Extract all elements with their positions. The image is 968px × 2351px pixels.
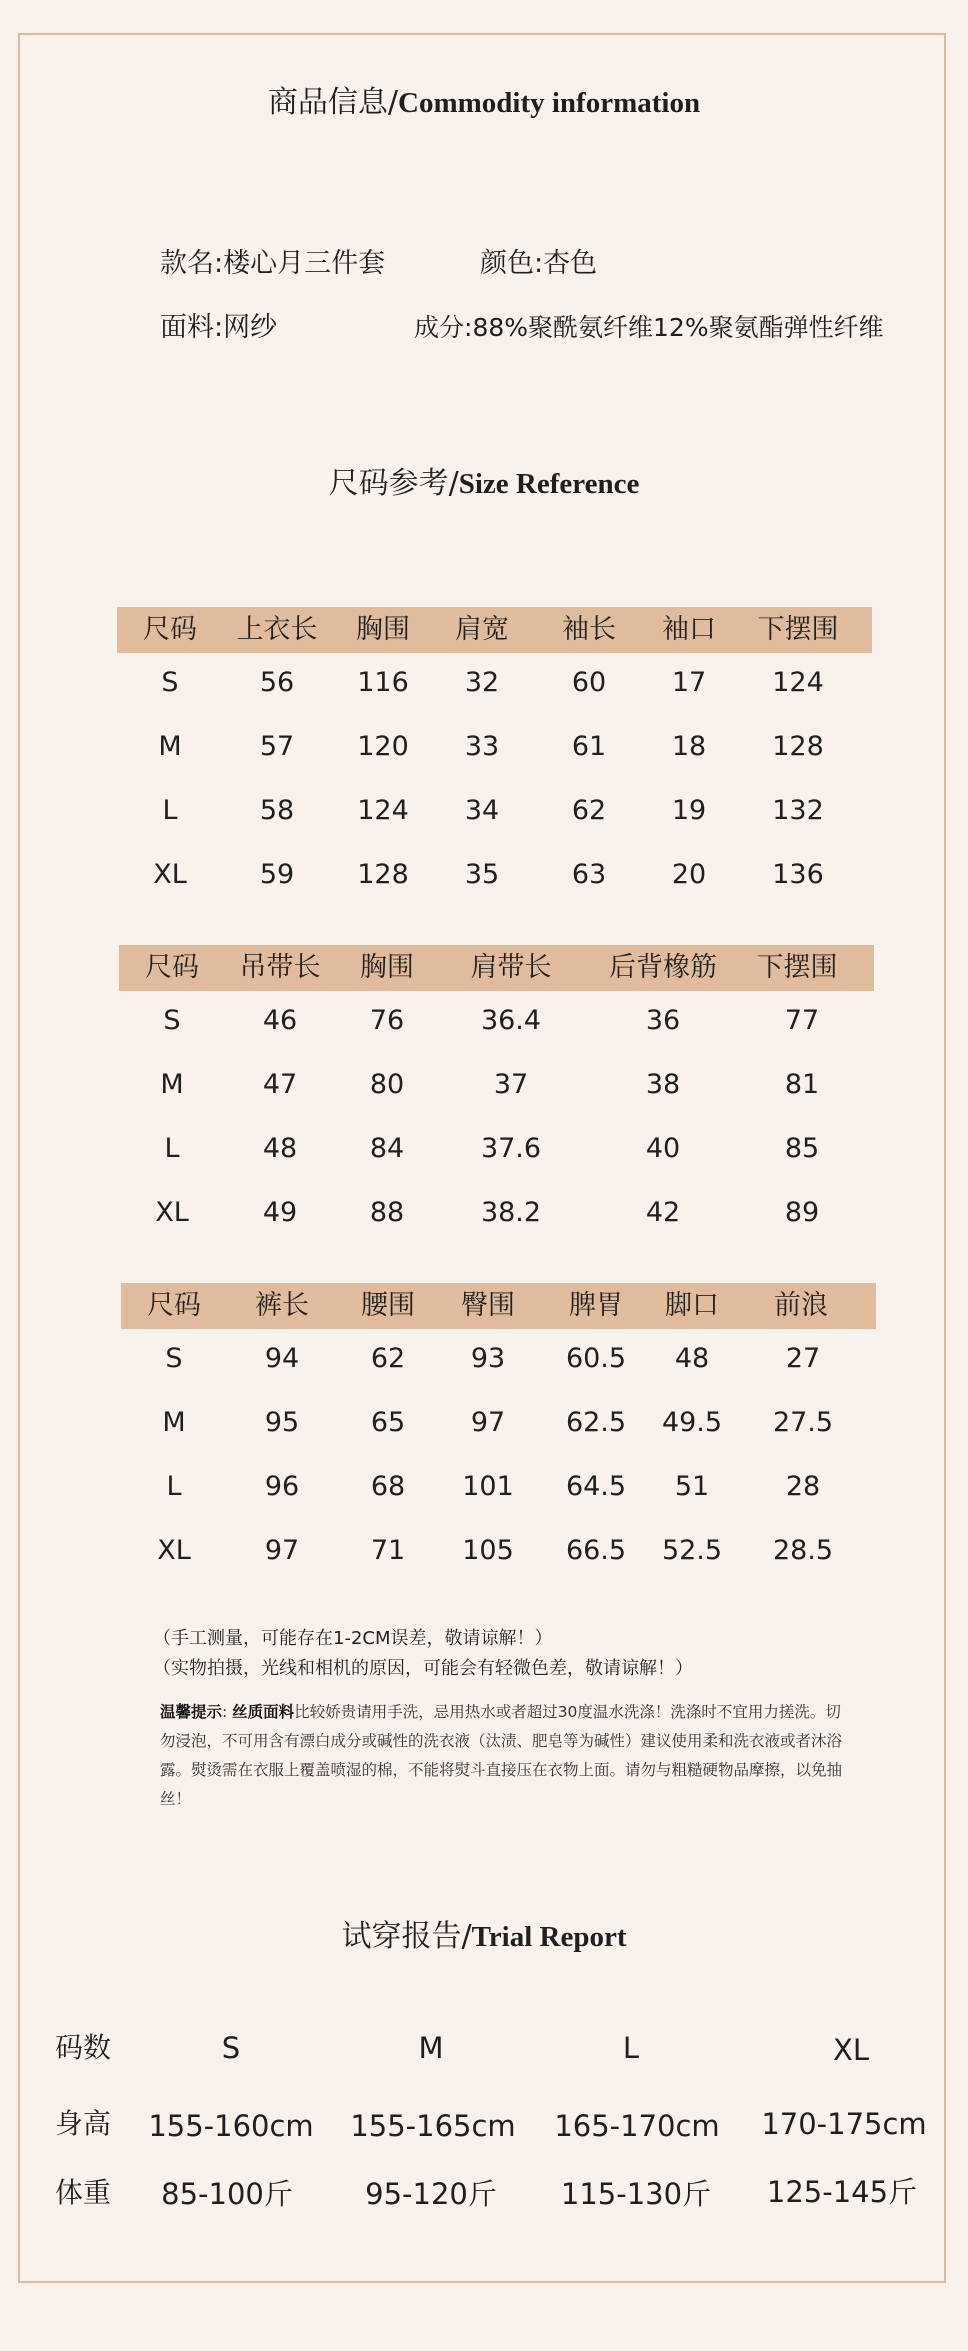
table-cell: 61 (571, 731, 607, 762)
table-cell: 76 (369, 1005, 405, 1036)
table-cell: 116 (357, 667, 409, 698)
fabric-label: 面料 (160, 312, 214, 343)
trial-height: 165-170cm (554, 2109, 720, 2143)
header-cell: 吊带长 (239, 952, 321, 983)
table-cell: S (163, 1005, 181, 1036)
table-cell: 48 (674, 1343, 710, 1374)
color-label: 颜色 (480, 248, 534, 279)
trial-size: XL (832, 2033, 870, 2067)
header-cell: 肩带长 (470, 952, 552, 983)
table-cell: 124 (357, 795, 409, 826)
table-cell: L (162, 795, 178, 826)
commodity-title (0, 83, 968, 123)
table-cell: 48 (262, 1133, 298, 1164)
table-cell: 32 (464, 667, 500, 698)
table-cell: 60 (571, 667, 607, 698)
header-cell: 下摆围 (757, 614, 839, 645)
tips-fabric: 丝质面料 (232, 1703, 295, 1721)
table-cell: 68 (370, 1471, 406, 1502)
table-cell: 38.2 (480, 1197, 542, 1228)
table-cell: 97 (470, 1407, 506, 1438)
table-cell: M (162, 1407, 186, 1438)
table-cell: 71 (370, 1535, 406, 1566)
table-cell: 124 (772, 667, 824, 698)
table-cell: 96 (264, 1471, 300, 1502)
commodity-title-en: Commodity information (398, 87, 701, 119)
header-cell: 腰围 (361, 1290, 415, 1321)
table-cell: 52.5 (661, 1535, 723, 1566)
trial-weight: 95-120斤 (365, 2177, 497, 2211)
table-cell: 59 (259, 859, 295, 890)
header-cell: 袖口 (662, 614, 716, 645)
care-tips: 温馨提示: 丝质面料比较娇贵请用手洗，忌用热水或者超过30度温水洗涤！洗涤时不宜用力搓洗。切勿浸泡，不可用含有漂白成分或碱性的洗衣液（汰渍、肥皂等为碱性）建议使用柔和洗衣液或者沐浴露。熨烫需在衣服上覆盖喷湿的棉，不能将熨斗直接压在衣物上面。请勿与粗糙硬物品摩擦，以免抽丝！ (160, 1703, 843, 1808)
table-cell: XL (155, 1197, 189, 1228)
table-cell: 42 (645, 1197, 681, 1228)
table-cell: 63 (571, 859, 607, 890)
table-cell: 37.6 (480, 1133, 542, 1164)
header-cell: 尺码 (147, 1290, 201, 1321)
table-cell: 105 (462, 1535, 514, 1566)
table-cell: 62.5 (565, 1407, 627, 1438)
trial-weight: 85-100斤 (161, 2177, 293, 2211)
trial-height: 155-160cm (148, 2109, 314, 2143)
size-reference-title-cn: 尺码参考/ (328, 466, 459, 501)
table-cell: 49.5 (661, 1407, 723, 1438)
table-cell: L (166, 1471, 182, 1502)
color-value: 杏色 (543, 248, 598, 279)
table-cell: 38 (645, 1069, 681, 1100)
color-line: 颜色:杏色 (480, 248, 598, 279)
trial-report-title-cn: 试穿报告/ (341, 1919, 472, 1954)
header-cell: 脾胃 (569, 1290, 623, 1321)
table-cell: 62 (370, 1343, 406, 1374)
table-cell: 94 (264, 1343, 300, 1374)
table-cell: 128 (357, 859, 409, 890)
table-cell: 36.4 (480, 1005, 542, 1036)
table-cell: M (160, 1069, 184, 1100)
style-name-line: 款名:楼心月三件套 (160, 248, 386, 279)
table-cell: 62 (571, 795, 607, 826)
tips-label: 温馨提示 (160, 1703, 223, 1721)
table-cell: 27 (785, 1343, 821, 1374)
table-cell: 132 (772, 795, 824, 826)
header-cell: 胸围 (356, 614, 410, 645)
composition-label: 成分 (414, 313, 465, 342)
table-cell: 28.5 (772, 1535, 834, 1566)
table-cell: 49 (262, 1197, 298, 1228)
table-cell: 58 (259, 795, 295, 826)
composition-line: 成分:88%聚酰氨纤维12%聚氨酯弹性纤维 (414, 313, 884, 342)
table-cell: 60.5 (565, 1343, 627, 1374)
table-cell: 101 (462, 1471, 514, 1502)
trial-height: 170-175cm (761, 2107, 927, 2141)
style-label: 款名 (160, 248, 214, 279)
table-cell: L (164, 1133, 180, 1164)
header-cell: 裤长 (255, 1290, 309, 1321)
table-cell: 34 (464, 795, 500, 826)
header-cell: 尺码 (145, 952, 199, 983)
table-cell: 89 (784, 1197, 820, 1228)
header-cell: 下摆围 (756, 952, 838, 983)
table-cell: 37 (493, 1069, 529, 1100)
table-cell: S (165, 1343, 183, 1374)
table-cell: 85 (784, 1133, 820, 1164)
table-cell: 88 (369, 1197, 405, 1228)
trial-size: L (622, 2031, 640, 2065)
table-cell: 77 (784, 1005, 820, 1036)
row-label-height: 身高 (55, 2107, 112, 2140)
header-cell: 袖长 (562, 614, 616, 645)
table-cell: M (158, 731, 182, 762)
trial-height: 155-165cm (350, 2109, 516, 2143)
table-cell: 57 (259, 731, 295, 762)
header-cell: 肩宽 (455, 614, 509, 645)
trial-report-title-en: Trial Report (471, 1921, 627, 1953)
header-cell: 尺码 (143, 614, 197, 645)
table-cell: 95 (264, 1407, 300, 1438)
header-cell: 胸围 (360, 952, 414, 983)
table-cell: 47 (262, 1069, 298, 1100)
table-cell: 18 (671, 731, 707, 762)
table-cell: 28 (785, 1471, 821, 1502)
color-difference-note: （实物拍摄，光线和相机的原因，可能会有轻微色差，敬请谅解！） (153, 1658, 693, 1679)
table-cell: XL (157, 1535, 191, 1566)
fabric-value: 网纱 (223, 312, 278, 343)
table-cell: 35 (464, 859, 500, 890)
trial-report-title (0, 1917, 968, 1957)
commodity-title-cn: 商品信息/ (267, 85, 399, 120)
table-cell: 56 (259, 667, 295, 698)
table-cell: XL (153, 859, 187, 890)
table-cell: 66.5 (565, 1535, 627, 1566)
table-cell: 51 (674, 1471, 710, 1502)
tips-text: 比较娇贵请用手洗，忌用热水或者超过30度温水洗涤！洗涤时不宜用力搓洗。切勿浸泡，不可用含有漂白成分或碱性的洗衣液（汰渍、肥皂等为碱性）建议使用柔和洗衣液或者沐浴露。熨烫需在衣服上覆盖喷湿的棉，不能将熨斗直接压在衣物上面。请勿与粗糙硬物品摩擦，以免抽丝！ (160, 1703, 843, 1808)
table-cell: 65 (370, 1407, 406, 1438)
table-cell: 128 (772, 731, 824, 762)
table-cell: 136 (772, 859, 824, 890)
row-label-weight: 体重 (55, 2176, 112, 2209)
row-label-size: 码数 (55, 2031, 112, 2064)
table-cell: 33 (464, 731, 500, 762)
header-cell: 臀围 (461, 1290, 515, 1321)
table-cell: 84 (369, 1133, 405, 1164)
header-cell: 前浪 (774, 1290, 828, 1321)
style-value: 楼心月三件套 (223, 248, 386, 279)
table-cell: 64.5 (565, 1471, 627, 1502)
composition-value: 88%聚酰氨纤维12%聚氨酯弹性纤维 (472, 313, 884, 342)
fabric-line: 面料:网纱 (160, 312, 278, 343)
table-cell: 80 (369, 1069, 405, 1100)
table-cell: 19 (671, 795, 707, 826)
table-cell: 93 (470, 1343, 506, 1374)
table-cell: 97 (264, 1535, 300, 1566)
trial-weight: 115-130斤 (560, 2177, 712, 2211)
trial-size: S (221, 2031, 241, 2065)
table-cell: 120 (357, 731, 409, 762)
header-cell: 后背橡筋 (609, 952, 717, 983)
table-cell: 81 (784, 1069, 820, 1100)
table-cell: 36 (645, 1005, 681, 1036)
table-cell: 40 (645, 1133, 681, 1164)
trial-weight: 125-145斤 (766, 2175, 918, 2209)
table-cell: 46 (262, 1005, 298, 1036)
trial-size: M (418, 2031, 444, 2065)
size-reference-title (0, 464, 968, 504)
table-cell: 17 (671, 667, 707, 698)
table-cell: 27.5 (772, 1407, 834, 1438)
table-cell: S (161, 667, 179, 698)
table-cell: 20 (671, 859, 707, 890)
measurement-note: （手工测量，可能存在1-2CM误差，敬请谅解！） (153, 1628, 553, 1649)
header-cell: 脚口 (665, 1290, 719, 1321)
header-cell: 上衣长 (236, 614, 318, 645)
size-reference-title-en: Size Reference (458, 468, 640, 500)
